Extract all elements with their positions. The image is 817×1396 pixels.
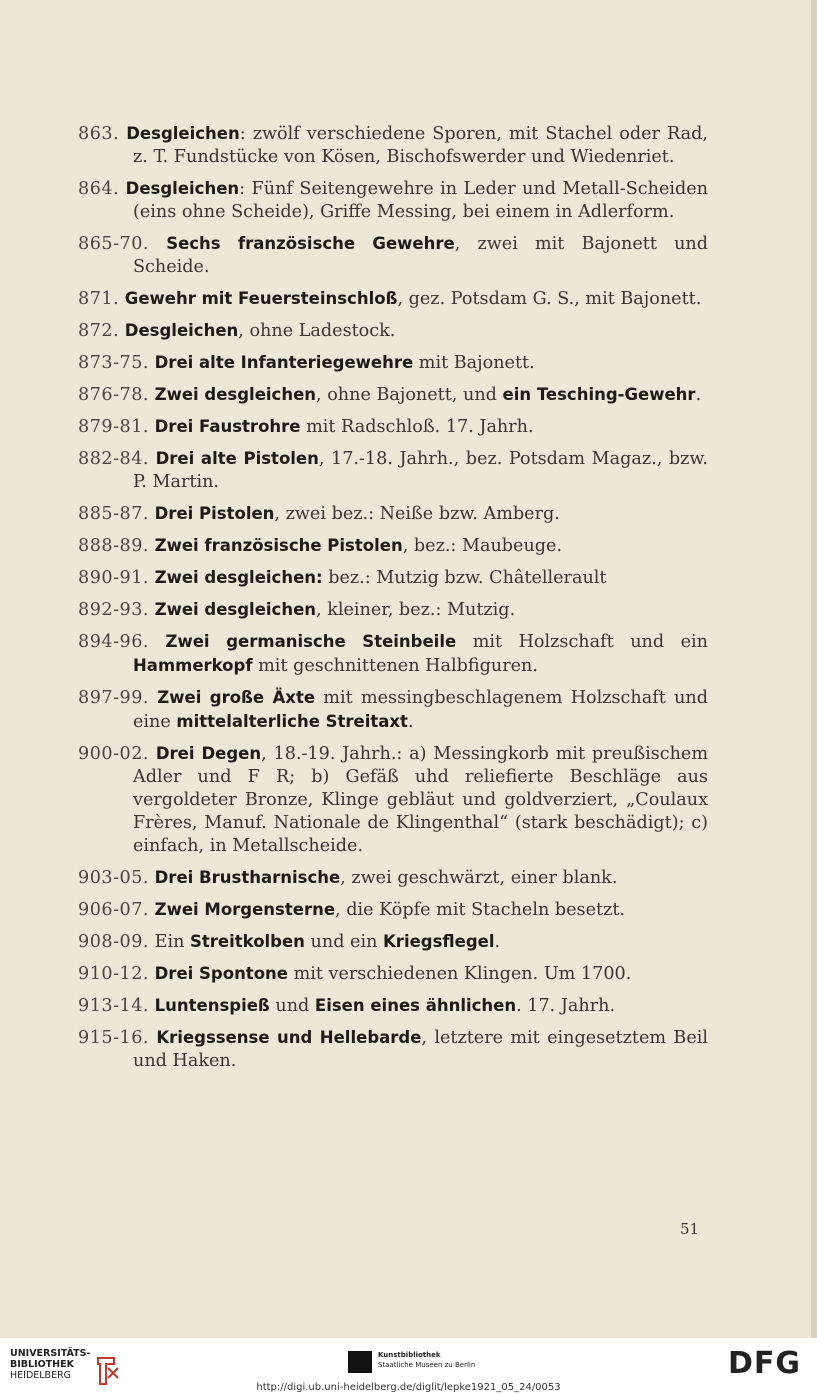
catalog-entry bbox=[78, 742, 708, 858]
entry-number: 892-93. bbox=[78, 600, 150, 620]
entry-title-secondary: Eisen eines ähnlichen bbox=[314, 996, 517, 1015]
entry-description-end: mit geschnittenen Halbfiguren. bbox=[252, 656, 538, 676]
entry-title: Desgleichen bbox=[124, 321, 239, 340]
entry-number: 908-09. bbox=[78, 932, 150, 952]
catalog-entry bbox=[78, 232, 708, 279]
entry-description: , ohne Bajonett, und bbox=[316, 385, 503, 405]
entry-title-secondary: mittelalterliche Streitaxt bbox=[176, 712, 408, 731]
kunstbibliothek-emblem-icon bbox=[348, 1351, 372, 1373]
entry-title: Drei Brustharnische bbox=[154, 868, 341, 887]
entry-title: Zwei desgleichen bbox=[154, 385, 317, 404]
entry-description-end: . bbox=[407, 712, 414, 732]
entry-number: 873-75. bbox=[78, 353, 150, 373]
catalog-entry bbox=[78, 598, 708, 622]
entry-number: 872. bbox=[78, 321, 120, 341]
logo-line: HEIDELBERG bbox=[10, 1370, 72, 1381]
kunstbibliothek-logo[interactable] bbox=[348, 1348, 508, 1376]
catalog-entry bbox=[78, 566, 708, 590]
entry-number: 871. bbox=[78, 289, 120, 309]
catalog-entry bbox=[78, 930, 708, 954]
entry-number: 890-91. bbox=[78, 568, 150, 588]
entry-description: , zwei geschwärzt, einer blank. bbox=[340, 868, 618, 888]
entry-description: : Fünf Seitengewehre in Leder und Metall-Scheiden (eins ohne Scheide), Griffe Messing, bei einem in Adlerform. bbox=[133, 179, 708, 222]
permalink-url[interactable]: http://digi.ub.uni-heidelberg.de/diglit/lepke1921_05_24/0053 bbox=[256, 1382, 561, 1393]
entry-description: , 17.-18. Jahrh., bez. Potsdam Magaz., bzw. P. Martin. bbox=[133, 449, 708, 492]
entry-description: mit Radschloß. 17. Jahrh. bbox=[300, 417, 534, 437]
entry-description-middle: und ein bbox=[304, 932, 384, 952]
entry-title: Zwei germanische Steinbeile bbox=[165, 632, 457, 651]
catalog-entry bbox=[78, 1026, 708, 1073]
entry-description: , letztere mit eingesetztem Beil und Haken. bbox=[133, 1028, 708, 1071]
catalog-entry bbox=[78, 415, 708, 439]
entry-description: , gez. Potsdam G. S., mit Bajonett. bbox=[397, 289, 702, 309]
entry-number: 882-84. bbox=[78, 449, 150, 469]
entry-title-secondary: Hammerkopf bbox=[133, 656, 253, 675]
digitization-footer bbox=[0, 1338, 817, 1396]
entry-number: 897-99. bbox=[78, 688, 150, 708]
entry-description: , zwei mit Bajonett und Scheide. bbox=[133, 234, 709, 277]
entry-title: Luntenspieß bbox=[154, 996, 270, 1015]
entry-title: Zwei desgleichen: bbox=[154, 568, 323, 587]
entry-title-tertiary: Kriegsflegel bbox=[383, 932, 495, 951]
entry-number: 876-78. bbox=[78, 385, 150, 405]
entry-title: Desgleichen bbox=[125, 179, 240, 198]
entry-description: Ein bbox=[154, 932, 191, 952]
catalog-entry bbox=[78, 287, 708, 311]
entry-title: Zwei große Äxte bbox=[157, 688, 316, 707]
entry-description: mit Holzschaft und ein bbox=[456, 632, 709, 652]
entry-title: Drei alte Infanteriegewehre bbox=[154, 353, 414, 372]
catalog-entry bbox=[78, 447, 708, 494]
entry-title: Sechs französische Gewehre bbox=[166, 234, 455, 253]
entry-title: Kriegssense und Hellebarde bbox=[156, 1028, 422, 1047]
entry-description: , 18.-19. Jahrh.: a) Messingkorb mit preußischem Adler und F R; b) Gefäß uhd reliefierte Beschläge aus vergoldeter Bronze, Klinge gebläut und goldverziert, „Coulaux Frères, Manuf. Nationale de Klingenthal“ (stark beschädigt); c) einfach, in Metallscheide. bbox=[133, 744, 709, 856]
entry-title: Desgleichen bbox=[126, 124, 240, 143]
entry-description: , kleiner, bez.: Mutzig. bbox=[316, 600, 516, 620]
dfg-logo[interactable]: DFG bbox=[728, 1346, 802, 1381]
entry-number: 903-05. bbox=[78, 868, 150, 888]
entry-number: 865-70. bbox=[78, 234, 150, 254]
entry-description: , die Köpfe mit Stacheln besetzt. bbox=[335, 900, 626, 920]
entry-number: 888-89. bbox=[78, 536, 150, 556]
entry-title: Drei alte Pistolen bbox=[155, 449, 319, 468]
entry-description: mit verschiedenen Klingen. Um 1700. bbox=[287, 964, 632, 984]
catalog-entry bbox=[78, 962, 708, 986]
entry-description: , zwei bez.: Neiße bzw. Amberg. bbox=[274, 504, 560, 524]
logo-line: UNIVERSITÄTS- bbox=[10, 1348, 91, 1359]
entry-number: 879-81. bbox=[78, 417, 150, 437]
catalog-entry bbox=[78, 994, 708, 1018]
entry-description-end: . 17. Jahrh. bbox=[516, 996, 616, 1016]
entry-description-end: . bbox=[494, 932, 501, 952]
entry-title: Drei Faustrohre bbox=[154, 417, 301, 436]
entry-number: 900-02. bbox=[78, 744, 150, 764]
catalog-entry bbox=[78, 686, 708, 734]
entry-title: Zwei französische Pistolen bbox=[154, 536, 403, 555]
entry-number: 894-96. bbox=[78, 632, 150, 652]
entry-title-secondary: Streitkolben bbox=[190, 932, 305, 951]
entry-number: 864. bbox=[78, 179, 120, 199]
catalog-entry bbox=[78, 630, 708, 678]
catalog-entry bbox=[78, 177, 708, 224]
entry-number: 913-14. bbox=[78, 996, 150, 1016]
page-number: 51 bbox=[680, 1220, 700, 1238]
entry-title: Drei Pistolen bbox=[154, 504, 275, 523]
entry-title: Zwei Morgensterne bbox=[154, 900, 336, 919]
entry-description-end: . bbox=[695, 385, 702, 405]
entry-number: 885-87. bbox=[78, 504, 150, 524]
entry-description: mit Bajonett. bbox=[413, 353, 535, 373]
entry-title: Zwei desgleichen bbox=[154, 600, 317, 619]
entry-number: 863. bbox=[78, 124, 120, 144]
catalog-entry bbox=[78, 383, 708, 407]
entry-number: 915-16. bbox=[78, 1028, 150, 1048]
entry-description: und bbox=[269, 996, 315, 1016]
entry-number: 906-07. bbox=[78, 900, 150, 920]
catalog-entry bbox=[78, 534, 708, 558]
kb-title: Kunstbibliothek bbox=[378, 1351, 441, 1359]
catalog-entries bbox=[78, 122, 708, 1081]
entry-title-secondary: ein Tesching-Gewehr bbox=[502, 385, 696, 404]
catalog-entry bbox=[78, 319, 708, 343]
entry-title: Drei Spontone bbox=[154, 964, 288, 983]
entry-description: , ohne Ladestock. bbox=[238, 321, 396, 341]
catalog-entry bbox=[78, 866, 708, 890]
kb-subtitle: Staatliche Museen zu Berlin bbox=[378, 1361, 476, 1369]
catalog-entry bbox=[78, 351, 708, 375]
kunstbibliothek-text bbox=[378, 1350, 475, 1370]
logo-line: BIBLIOTHEK bbox=[10, 1359, 74, 1370]
catalog-entry bbox=[78, 122, 708, 169]
entry-description: bez.: Mutzig bzw. Châtellerault bbox=[322, 568, 607, 588]
entry-title: Drei Degen bbox=[155, 744, 262, 763]
entry-number: 910-12. bbox=[78, 964, 150, 984]
catalog-entry bbox=[78, 898, 708, 922]
catalog-entry bbox=[78, 502, 708, 526]
entry-title: Gewehr mit Feuersteinschloß bbox=[124, 289, 398, 308]
entry-description: mit messingbeschlagenem Holzschaft und eine bbox=[133, 688, 708, 732]
entry-description: , bez.: Maubeuge. bbox=[402, 536, 563, 556]
entry-description: : zwölf verschiedene Sporen, mit Stachel oder Rad, z. T. Fundstücke von Kösen, Bischofswerder und Wiedenriet. bbox=[133, 124, 709, 167]
